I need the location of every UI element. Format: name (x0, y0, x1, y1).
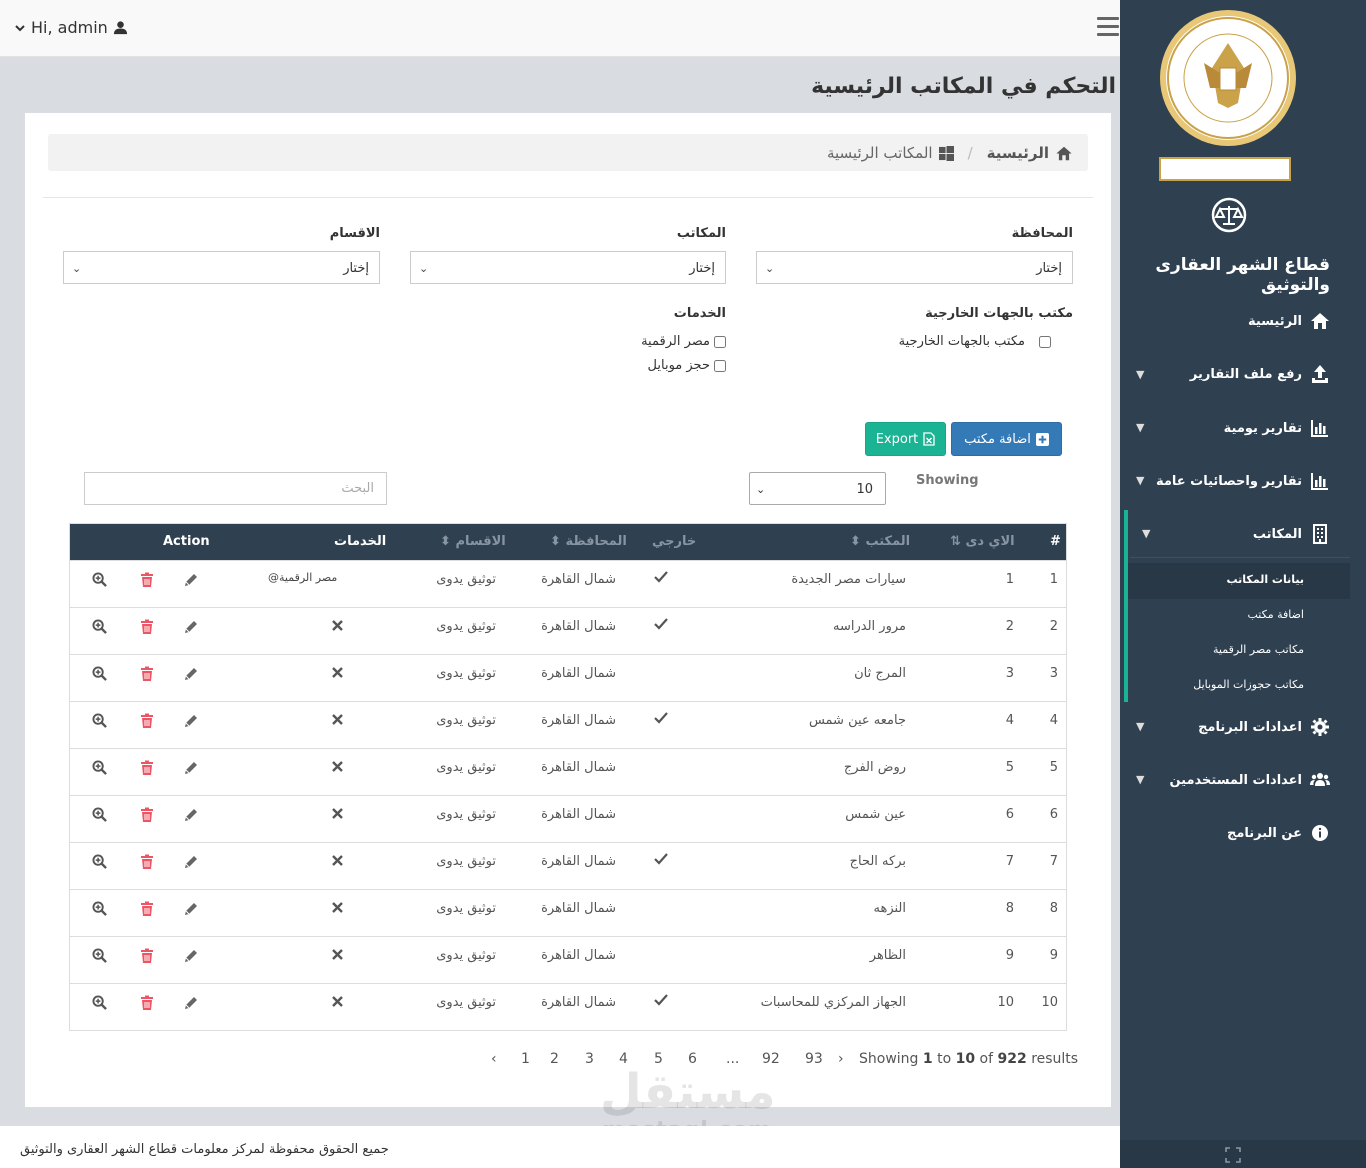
sidebar-item-label: المكاتب (1252, 526, 1302, 542)
pagination-info-from: 1 (922, 1051, 933, 1067)
cell-office: عين شمس (845, 807, 906, 822)
sidebar-item-daily-reports[interactable] (1224, 418, 1330, 438)
service-mobile-booking-label: حجز موبايل (647, 358, 710, 373)
search-input[interactable] (84, 472, 387, 505)
cell-id: 7 (1005, 854, 1014, 869)
zoom-in-icon[interactable] (92, 760, 108, 776)
footer-text: جميع الحقوق محفوظة لمركز معلومات قطاع الشهر العقارى والتوثيق (20, 1142, 389, 1157)
edit-icon[interactable] (183, 995, 199, 1011)
service-digital-egypt-checkbox-input[interactable] (714, 336, 726, 348)
edit-icon[interactable] (183, 572, 199, 588)
pagination-info-total: 922 (997, 1051, 1027, 1067)
table-row (70, 654, 1066, 701)
chevron-down-icon[interactable]: ▼ (1136, 720, 1145, 733)
col-header-office-label: المكتب (865, 534, 911, 549)
check-icon (654, 853, 668, 869)
close-icon (332, 620, 343, 635)
cell-governorate: شمال القاهرة (541, 713, 616, 728)
export-button[interactable] (865, 422, 946, 456)
pagination-page[interactable]: 93 (805, 1051, 823, 1067)
page-footer (0, 1126, 1120, 1168)
service-mobile-booking-checkbox[interactable] (648, 358, 726, 373)
close-icon (332, 949, 343, 964)
cell-num: 2 (1049, 619, 1058, 634)
edit-icon[interactable] (183, 666, 199, 682)
cell-id: 3 (1005, 666, 1014, 681)
cell-office: النزهه (873, 901, 906, 916)
offices-table (69, 523, 1067, 1031)
home-icon (1310, 311, 1330, 331)
table-row (70, 889, 1066, 936)
governorate-label: المحافظة (1011, 226, 1073, 241)
cell-office: بركه الحاج (849, 854, 906, 869)
service-mobile-booking-checkbox-input[interactable] (714, 360, 726, 372)
services-label: الخدمات (673, 306, 726, 321)
cell-governorate: شمال القاهرة (541, 619, 616, 634)
pagination-info (859, 1051, 1078, 1067)
close-icon (332, 855, 343, 870)
pagination-info-to-word: to (937, 1051, 952, 1067)
chevron-down-icon (14, 22, 26, 34)
zoom-in-icon[interactable] (92, 901, 108, 917)
chevron-down-icon: ⌄ (419, 262, 429, 275)
pagination-page: ... (726, 1051, 740, 1067)
col-header-section[interactable] (440, 534, 506, 549)
cell-governorate: شمال القاهرة (541, 572, 616, 587)
chevron-down-icon[interactable]: ▼ (1136, 474, 1145, 487)
external-office-label: مكتب بالجهات الخارجية (925, 306, 1073, 321)
col-header-governorate[interactable] (550, 534, 627, 549)
cell-governorate: شمال القاهرة (541, 807, 616, 822)
cell-id: 5 (1005, 760, 1014, 775)
service-digital-egypt-checkbox[interactable] (641, 334, 726, 349)
sidebar-item-label: رفع ملف التقارير (1189, 366, 1302, 382)
close-icon (332, 714, 343, 729)
trash-icon[interactable] (140, 666, 156, 682)
cell-office: الجهاز المركزي للمحاسبات (760, 995, 906, 1010)
breadcrumb-separator: / (967, 144, 973, 162)
cell-governorate: شمال القاهرة (541, 995, 616, 1010)
home-icon (1055, 145, 1073, 162)
cell-section: توثيق يدوى (436, 572, 496, 587)
col-header-id-label: الاي دى (965, 534, 1015, 549)
close-icon (332, 667, 343, 682)
cell-office: المرج ثان (854, 666, 906, 681)
table-body (70, 560, 1066, 1030)
pagination-info-to: 10 (955, 1051, 976, 1067)
close-icon (332, 761, 343, 776)
cell-office: جامعه عين شمس (808, 713, 906, 728)
add-office-button[interactable] (951, 422, 1062, 456)
users-icon (1310, 770, 1330, 790)
cell-governorate: شمال القاهرة (541, 901, 616, 916)
info-icon (1310, 823, 1330, 843)
scale-icon (1208, 197, 1250, 233)
zoom-in-icon[interactable] (92, 713, 108, 729)
fullscreen-icon[interactable] (1225, 1147, 1241, 1163)
cell-section: توثيق يدوى (436, 666, 496, 681)
zoom-in-icon[interactable] (92, 948, 108, 964)
user-icon (113, 20, 128, 35)
edit-icon[interactable] (183, 713, 199, 729)
sort-icon: ⬍ (550, 534, 561, 549)
cell-office: الظاهر (869, 948, 906, 963)
user-menu[interactable] (14, 18, 128, 37)
offices-select-value: إختار (689, 261, 715, 276)
chevron-down-icon[interactable]: ▼ (1136, 368, 1145, 381)
sidebar-item-upload-reports[interactable] (1190, 364, 1330, 384)
chart-icon (1310, 471, 1330, 491)
sidebar-item-label: الرئيسية (1247, 313, 1302, 329)
sidebar (1120, 0, 1366, 1168)
pagination-page[interactable]: 92 (762, 1051, 780, 1067)
col-header-id[interactable] (950, 534, 1015, 549)
cell-section: توثيق يدوى (436, 948, 496, 963)
trash-icon[interactable] (140, 995, 156, 1011)
cell-num: 8 (1049, 901, 1058, 916)
subitem-mobile-bookings-offices[interactable]: مكاتب حجوزات الموبايل (1193, 678, 1304, 691)
external-office-checkbox[interactable] (899, 334, 1051, 349)
cell-num: 6 (1049, 807, 1058, 822)
offices-label: المكاتب (676, 226, 726, 241)
cell-id: 4 (1005, 713, 1014, 728)
trash-icon[interactable] (140, 760, 156, 776)
cell-id: 6 (1005, 807, 1014, 822)
add-office-button-label: اضافة مكتب (964, 431, 1031, 447)
page-title: التحكم في المكاتب الرئيسية (811, 74, 1116, 99)
cell-section: توثيق يدوى (436, 854, 496, 869)
upload-icon (1310, 364, 1330, 384)
col-header-services: الخدمات (334, 534, 387, 549)
zoom-in-icon[interactable] (92, 854, 108, 870)
divider (43, 197, 1093, 198)
col-header-external: خارجي (652, 534, 697, 549)
trash-icon[interactable] (140, 854, 156, 870)
excel-file-icon (923, 432, 935, 446)
governorate-select-value: إختار (1036, 261, 1062, 276)
trash-icon[interactable] (140, 948, 156, 964)
offices-select[interactable] (410, 251, 726, 284)
service-digital-egypt-label: مصر الرقمية (641, 334, 710, 349)
close-icon (332, 996, 343, 1011)
sections-label: الاقسام (329, 226, 380, 241)
cell-num: 7 (1049, 854, 1058, 869)
chart-icon (1310, 418, 1330, 438)
check-icon (654, 571, 668, 587)
table-row (70, 936, 1066, 983)
table-row (70, 983, 1066, 1030)
external-office-checkbox-label: مكتب بالجهات الخارجية (898, 334, 1025, 349)
table-row (70, 795, 1066, 842)
col-header-action: Action (163, 534, 210, 549)
cell-office: روض الفرج (843, 760, 906, 775)
sidebar-item-general-reports[interactable] (1156, 471, 1330, 491)
pagination-page[interactable]: 2 (550, 1051, 559, 1067)
building-icon (1310, 524, 1330, 544)
per-page-select[interactable] (749, 472, 886, 505)
breadcrumb (48, 134, 1088, 171)
chevron-down-icon: ⌄ (756, 483, 766, 496)
sidebar-item-program-settings[interactable] (1198, 717, 1330, 737)
sidebar-item-label: اعدادات البرنامج (1198, 719, 1302, 735)
cell-section: توثيق يدوى (436, 713, 496, 728)
governorate-select[interactable] (756, 251, 1073, 284)
trash-icon[interactable] (140, 901, 156, 917)
pagination-page[interactable]: 5 (654, 1051, 663, 1067)
pagination-info-suffix: results (1031, 1051, 1079, 1067)
sidebar-footer (1120, 1140, 1366, 1168)
cell-id: 9 (1005, 948, 1014, 963)
trash-icon[interactable] (140, 807, 156, 823)
table-header (70, 524, 1066, 560)
cell-num: 9 (1049, 948, 1058, 963)
sidebar-item-label: تقارير واحصائيات عامة (1155, 473, 1302, 489)
sidebar-item-label: اعدادات المستخدمين (1169, 772, 1302, 788)
plus-square-icon (1036, 433, 1049, 446)
cell-id: 8 (1005, 901, 1014, 916)
chevron-down-icon: ⌄ (765, 262, 775, 275)
cell-id: 2 (1005, 619, 1014, 634)
trash-icon[interactable] (140, 619, 156, 635)
pagination-prev[interactable]: ‹ (491, 1051, 497, 1067)
cell-governorate: شمال القاهرة (541, 760, 616, 775)
chevron-down-icon[interactable]: ▼ (1142, 527, 1151, 540)
zoom-in-icon[interactable] (92, 995, 108, 1011)
pagination-info-of-word: of (979, 1051, 994, 1067)
zoom-in-icon[interactable] (92, 572, 108, 588)
cell-section: توثيق يدوى (436, 901, 496, 916)
sidebar-item-home[interactable] (1248, 311, 1330, 331)
edit-icon[interactable] (183, 760, 199, 776)
sections-select[interactable] (63, 251, 380, 284)
cell-num: 5 (1049, 760, 1058, 775)
table-row (70, 748, 1066, 795)
sidebar-item-label: عن البرنامج (1226, 825, 1302, 841)
sidebar-title: قطاع الشهر العقارى والتوثيق (1155, 255, 1330, 295)
cell-services: @مصر الرقمية (268, 571, 338, 584)
check-icon (654, 618, 668, 634)
pagination-next[interactable]: › (838, 1051, 844, 1067)
breadcrumb-home[interactable]: الرئيسية (986, 144, 1049, 162)
zoom-in-icon[interactable] (92, 666, 108, 682)
per-page-value: 10 (856, 482, 873, 497)
check-icon (654, 994, 668, 1010)
col-header-office[interactable] (850, 534, 910, 549)
pagination-info-prefix: Showing (859, 1051, 919, 1067)
edit-icon[interactable] (183, 901, 199, 917)
pagination-page[interactable]: 4 (619, 1051, 628, 1067)
watermark-arabic: مستقل (600, 1064, 776, 1120)
edit-icon[interactable] (183, 854, 199, 870)
cell-num: 3 (1049, 666, 1058, 681)
col-header-governorate-label: المحافظة (565, 534, 627, 549)
pagination-page[interactable]: 1 (521, 1051, 530, 1067)
gear-icon (1310, 717, 1330, 737)
table-row (70, 701, 1066, 748)
breadcrumb-current: المكاتب الرئيسية (826, 144, 933, 162)
table-row (70, 560, 1066, 607)
sidebar-item-user-settings[interactable] (1169, 770, 1330, 790)
table-row (70, 842, 1066, 889)
sidebar-item-label: تقارير يومية (1223, 420, 1302, 436)
cell-office: سيارات مصر الجديدة (791, 572, 906, 587)
cell-section: توثيق يدوى (436, 760, 496, 775)
sections-select-value: إختار (343, 261, 369, 276)
col-header-num: # (1050, 534, 1061, 549)
cell-num: 10 (1041, 995, 1058, 1010)
sort-icon: ⬍ (440, 534, 451, 549)
chevron-down-icon[interactable]: ▼ (1136, 421, 1145, 434)
pagination-page[interactable]: 3 (585, 1051, 594, 1067)
cell-section: توثيق يدوى (436, 807, 496, 822)
cell-id: 10 (997, 995, 1014, 1010)
cell-num: 1 (1049, 572, 1058, 587)
export-button-label: Export (875, 431, 919, 447)
close-icon (332, 808, 343, 823)
close-icon (332, 902, 343, 917)
subitem-digital-egypt-offices[interactable]: مكاتب مصر الرقمية (1213, 643, 1304, 656)
sort-icon: ⬍ (850, 534, 861, 549)
sidebar-item-offices[interactable] (1253, 524, 1330, 544)
edit-icon[interactable] (183, 807, 199, 823)
edit-icon[interactable] (183, 948, 199, 964)
user-greeting: Hi, admin (31, 18, 108, 37)
cell-id: 1 (1005, 572, 1014, 587)
table-row (70, 607, 1066, 654)
top-navbar (0, 0, 1120, 57)
edit-icon[interactable] (183, 619, 199, 635)
cell-governorate: شمال القاهرة (541, 948, 616, 963)
check-icon (654, 712, 668, 728)
cell-num: 4 (1049, 713, 1058, 728)
zoom-in-icon[interactable] (92, 807, 108, 823)
cell-section: توثيق يدوى (436, 619, 496, 634)
pagination-page[interactable]: 6 (688, 1051, 697, 1067)
chevron-down-icon: ⌄ (72, 262, 82, 275)
windows-icon (939, 146, 954, 161)
menu-toggle-icon[interactable] (1097, 17, 1119, 39)
cell-governorate: شمال القاهرة (541, 666, 616, 681)
showing-label: Showing (916, 473, 979, 488)
trash-icon[interactable] (140, 713, 156, 729)
col-header-section-label: الاقسام (455, 534, 506, 549)
ministry-logo (1154, 8, 1302, 182)
cell-section: توثيق يدوى (436, 995, 496, 1010)
chevron-down-icon[interactable]: ▼ (1136, 773, 1145, 786)
subitem-offices-data[interactable]: بيانات المكاتب (1226, 573, 1304, 586)
cell-office: مرور الدراسه (833, 619, 906, 634)
sidebar-item-about[interactable] (1227, 823, 1330, 843)
zoom-in-icon[interactable] (92, 619, 108, 635)
subitem-add-office[interactable]: اضافة مكتب (1247, 608, 1304, 621)
external-office-checkbox-input[interactable] (1039, 336, 1051, 348)
trash-icon[interactable] (140, 572, 156, 588)
cell-governorate: شمال القاهرة (541, 854, 616, 869)
sort-icon: ⇅ (950, 534, 961, 549)
main-card (25, 113, 1111, 1107)
